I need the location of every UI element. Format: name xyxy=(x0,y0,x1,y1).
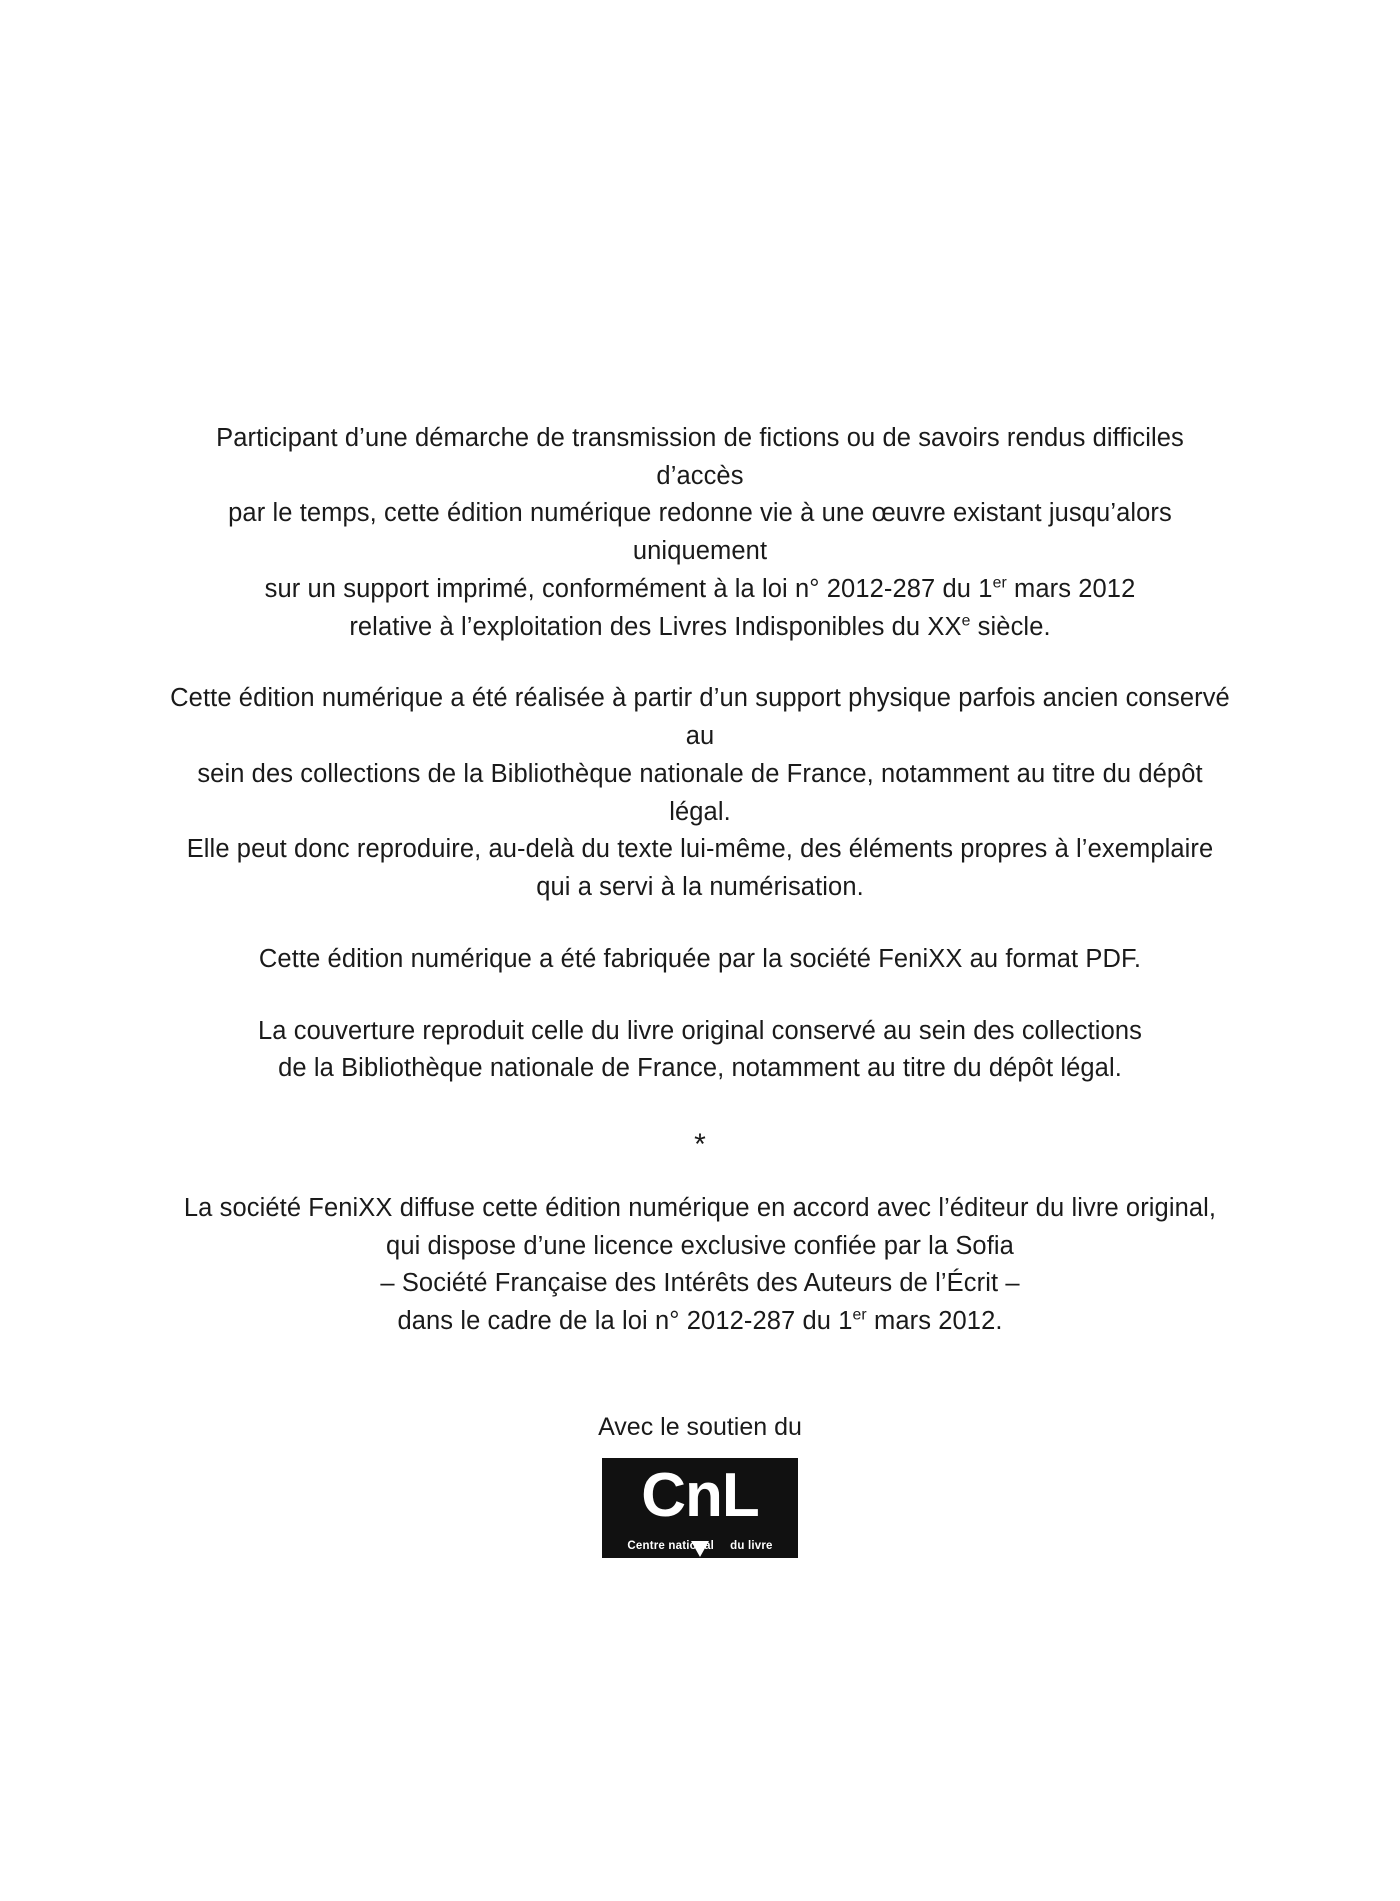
cnl-subtitle-right: du livre xyxy=(730,1539,773,1552)
cnl-acronym: CnL xyxy=(641,1460,759,1530)
cnl-subtitle xyxy=(602,1540,798,1553)
logo-container xyxy=(170,1458,1230,1558)
support-label: Avec le soutien du xyxy=(598,1412,802,1441)
paragraph-transmission: Participant d’une démarche de transmission de fictions ou de savoirs rendus difficiles d’accès par le temps, cette édition numérique redonne vie à une œuvre existant jusqu’alors uniquement sur un support imprimé, conformément à la loi n° 2012-287 du 1er mars 2012 relative à l’exploitation des Livres Indisponibles du XXe siècle. xyxy=(216,424,1184,641)
cnl-subtitle-left: Centre national xyxy=(627,1539,715,1552)
paragraph-fabrication: Cette édition numérique a été fabriquée par la société FeniXX au format PDF. xyxy=(258,944,1142,973)
paragraph-diffusion: La société FeniXX diffuse cette édition numérique en accord avec l’éditeur du livre original, qui dispose d’une licence exclusive confiée par la Sofia – Société Française des Intérêts des Auteurs de l’Écrit – dans le cadre de la loi n° 2012-287 du 1er mars 2012. xyxy=(183,1194,1217,1336)
section-separator: * xyxy=(694,1128,706,1162)
paragraph-numerisation: Cette édition numérique a été réalisée à partir d’un support physique parfois ancien conservé au sein des collections de la Bibliothèque nationale de France, notamment au titre du dépôt légal. Elle peut donc reproduire, au-delà du texte lui-même, des éléments propres à l’exemplaire qui a servi à la numérisation. xyxy=(170,684,1230,902)
paragraph-couverture: La couverture reproduit celle du livre original conservé au sein des collections de la Bibliothèque nationale de France, notamment au titre du dépôt légal. xyxy=(258,1016,1142,1083)
cnl-logo xyxy=(602,1458,798,1558)
